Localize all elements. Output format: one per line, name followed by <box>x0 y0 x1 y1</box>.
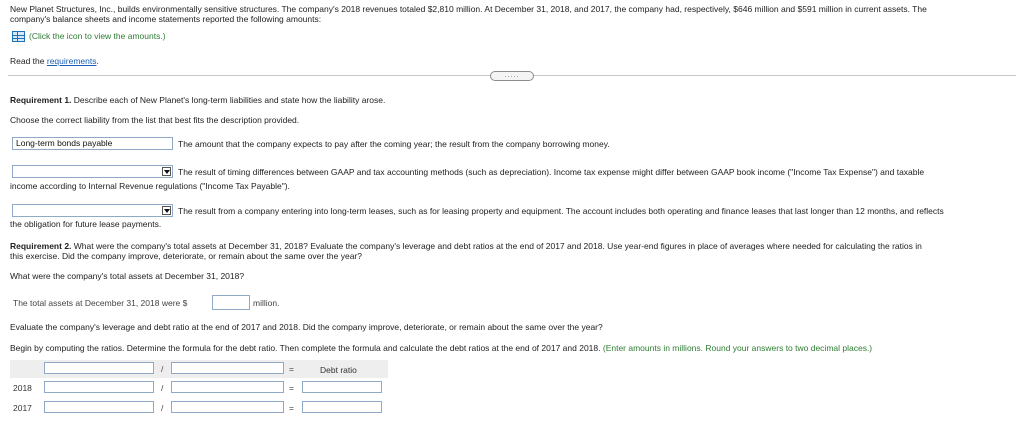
divide-operator: / <box>161 364 164 374</box>
total-assets-input[interactable] <box>212 295 250 310</box>
liability-desc-1: The amount that the company expects to pay after the coming year; the result from the company borrowing money. <box>178 139 610 149</box>
divide-operator: / <box>161 403 164 413</box>
total-assets-prefix: The total assets at December 31, 2018 were $ <box>13 298 188 308</box>
table-icon[interactable] <box>12 31 25 42</box>
liability-desc-3a: The result from a company entering into long-term leases, such as for leasing property and equipment. The account includes both operating and finance leases that last longer than 12 months, and reflects <box>178 206 944 216</box>
req2-begin: Begin by computing the ratios. Determine the formula for the debt ratio. Then complete the formula and calculate the debt ratios at the end of 2017 and 2018. <box>10 343 601 353</box>
req2-text-2: this exercise. Did the company improve, deteriorate, or remain about the same over the year? <box>10 251 362 261</box>
req2-begin-line <box>10 343 872 353</box>
req1-text: Describe each of New Planet's long-term liabilities and state how the liability arose. <box>71 95 386 105</box>
intro-line-1: New Planet Structures, Inc., builds environmentally sensitive structures. The company's 2018 revenues totaled $2,810 million. At December 31, 2018, and 2017, the company had, respectively, $646 million and $591 million in current assets. The <box>10 4 927 14</box>
liability-select-2[interactable] <box>12 165 173 178</box>
read-prefix: Read the <box>10 56 47 66</box>
liability-select-1-value: Long-term bonds payable <box>16 138 113 148</box>
equals-operator: = <box>289 364 294 374</box>
req2-text-1: What were the company's total assets at December 31, 2018? Evaluate the company's leverage and debt ratios at the end of 2017 and 2018. Use year-end figures in place of averages where needed for calculating the ratios in <box>71 241 922 251</box>
liability-select-1[interactable] <box>12 137 173 150</box>
numerator-input-2017[interactable] <box>44 401 154 413</box>
req2-heading-line <box>10 241 922 251</box>
requirements-link[interactable]: requirements <box>46 56 97 66</box>
req1-instruction: Choose the correct liability from the list that best fits the description provided. <box>10 115 300 125</box>
read-suffix: . <box>96 56 99 66</box>
liability-desc-2a: The result of timing differences between GAAP and tax accounting methods (such as depreciation). Income tax expense might differ between GAAP book income ("Income Tax Expense") and taxable <box>178 167 925 177</box>
year-label-2017: 2017 <box>13 403 32 413</box>
dropdown-arrow-icon[interactable] <box>162 206 171 215</box>
year-label-2018: 2018 <box>13 383 32 393</box>
read-requirements <box>10 56 99 66</box>
equals-operator: = <box>289 403 294 413</box>
liability-desc-3b: the obligation for future lease payments. <box>10 219 162 229</box>
denominator-input-2017[interactable] <box>171 401 284 413</box>
formula-denominator-label[interactable] <box>171 362 284 374</box>
divide-operator: / <box>161 383 164 393</box>
view-amounts-link[interactable] <box>12 31 166 42</box>
debt-ratio-input-2018[interactable] <box>302 381 382 393</box>
dropdown-arrow-icon[interactable] <box>162 167 171 176</box>
req2-heading: Requirement 2. <box>10 241 72 251</box>
numerator-input-2018[interactable] <box>44 381 154 393</box>
equals-operator: = <box>289 383 294 393</box>
intro-line-2: company's balance sheets and income statements reported the following amounts: <box>10 14 322 24</box>
total-assets-suffix: million. <box>253 298 280 308</box>
debt-ratio-header: Debt ratio <box>320 365 357 375</box>
liability-desc-2b: income according to Internal Revenue regulations ("Income Tax Payable"). <box>10 181 290 191</box>
req2-evaluate: Evaluate the company's leverage and debt ratio at the end of 2017 and 2018. Did the company improve, deteriorate, or remain about the same over the year? <box>10 322 603 332</box>
req2-begin-hint: (Enter amounts in millions. Round your answers to two decimal places.) <box>602 343 873 353</box>
req1-heading: Requirement 1. <box>10 95 72 105</box>
formula-numerator-label[interactable] <box>44 362 154 374</box>
denominator-input-2018[interactable] <box>171 381 284 393</box>
req1-heading-line <box>10 95 385 105</box>
view-amounts-label[interactable]: (Click the icon to view the amounts.) <box>29 31 166 41</box>
liability-select-3[interactable] <box>12 204 173 217</box>
req2-question: What were the company's total assets at December 31, 2018? <box>10 271 245 281</box>
debt-ratio-input-2017[interactable] <box>302 401 382 413</box>
collapse-handle[interactable]: ..... <box>490 71 534 81</box>
